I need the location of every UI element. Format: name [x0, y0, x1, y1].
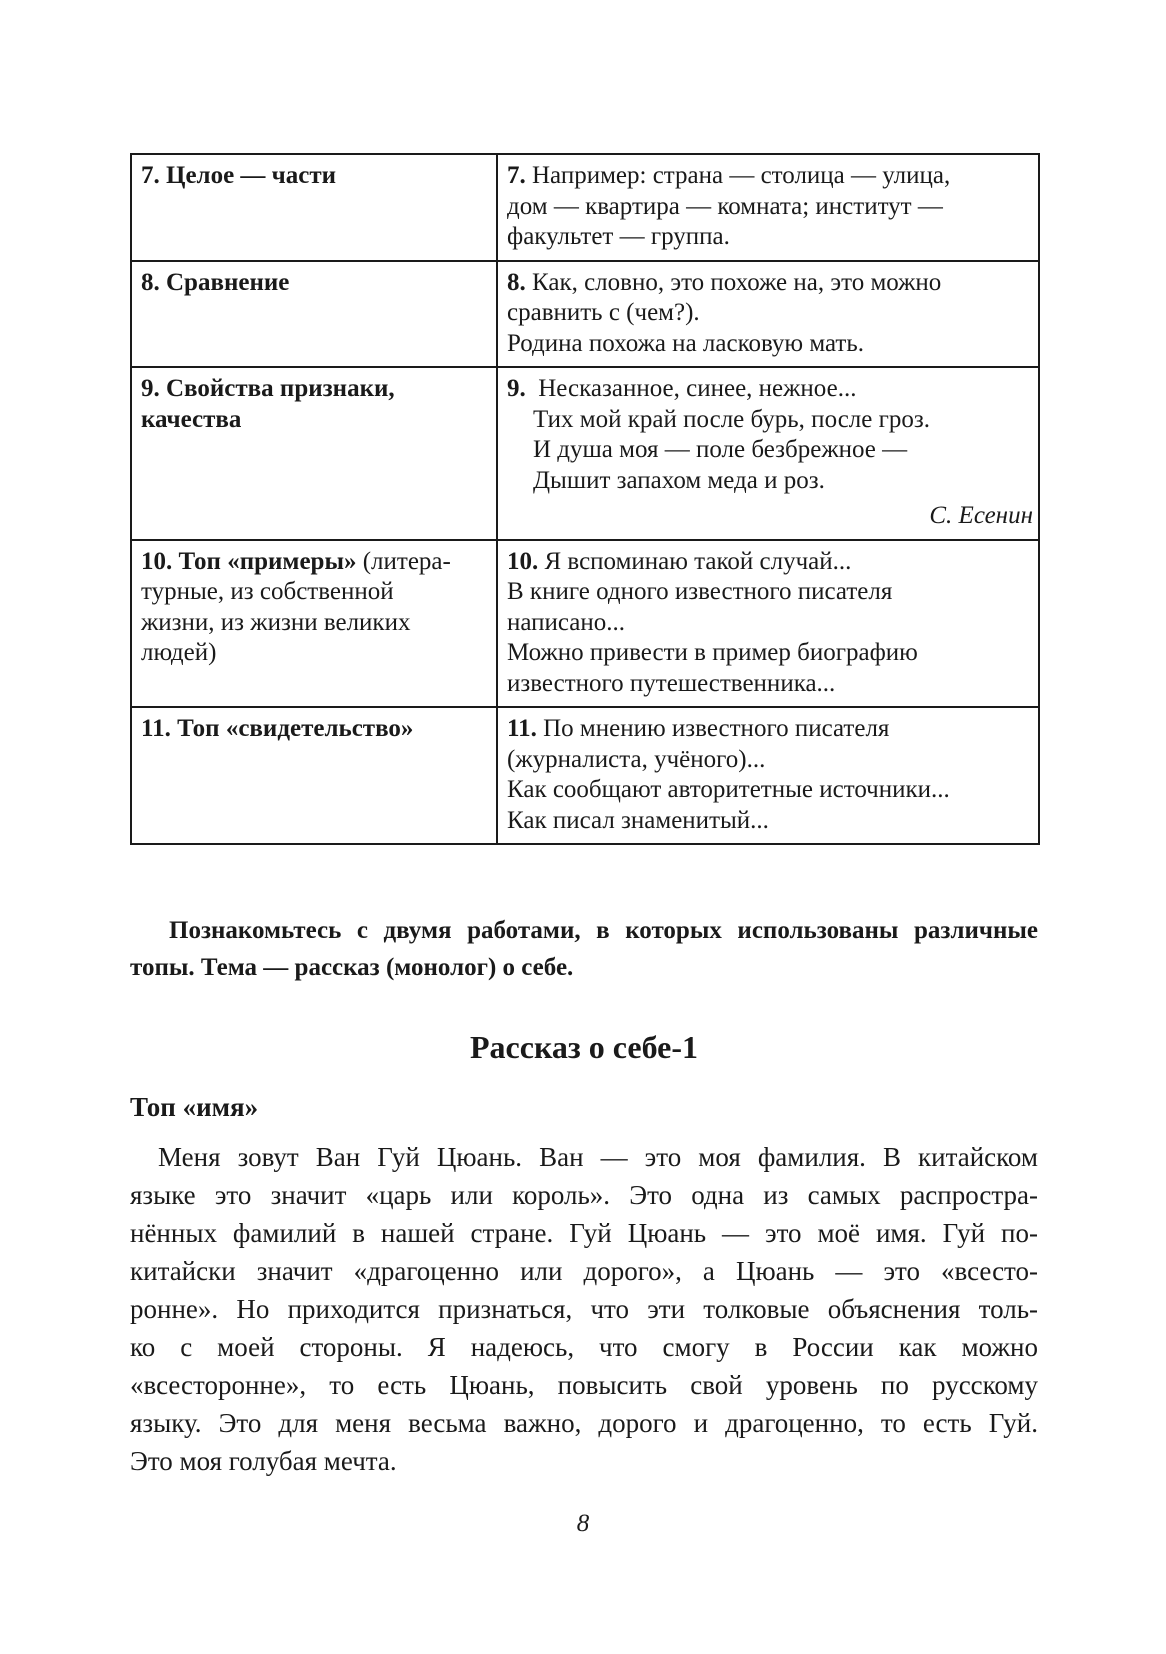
example-line: (журналиста, учёного)...: [507, 745, 766, 773]
section-heading: Рассказ о себе-1: [470, 1029, 698, 1065]
table-row: [131, 261, 1039, 368]
page-number: 8: [576, 1510, 590, 1537]
subheading: Топ «имя»: [130, 1092, 259, 1122]
example-line: В книге одного известного писателя: [507, 578, 893, 605]
table-row: [131, 367, 1039, 540]
example-line: Я вспоминаю такой случай...: [544, 547, 852, 575]
example-line: Например: страна — столица — улица,: [532, 162, 951, 189]
example-line: дом — квартира — комната; институт —: [507, 192, 943, 220]
paragraph-line: ронне». Но приходится признаться, что эти толковые объяснения толь-: [130, 1294, 1038, 1324]
paragraph-line: языку. Это для меня весьма важно, дорого и драгоценно, то есть Гуй.: [130, 1408, 1038, 1438]
example-cell: [497, 261, 1039, 368]
example-cell: [497, 540, 1039, 708]
example-line: Можно привести в пример биографию: [507, 639, 918, 666]
example-cell: [497, 367, 1039, 540]
example-number: 10.: [507, 547, 539, 575]
topic-note: турные, из собственной: [141, 578, 394, 605]
example-line: Как, словно, это похоже на, это можно: [532, 268, 942, 296]
example-line: Как сообщают авторитетные источники...: [507, 776, 950, 803]
topos-table: [130, 153, 1040, 845]
topic-cell: [131, 154, 497, 261]
topic-label: 8. Сравнение: [141, 268, 290, 296]
topic-cell: [131, 367, 497, 540]
topic-cell: [131, 540, 497, 708]
example-number: 7.: [507, 162, 526, 189]
topic-cell: [131, 707, 497, 844]
paragraph-line: китайски значит «драгоценно или дорого», а Цюань — это «всесто-: [130, 1256, 1038, 1286]
topic-note: (литера-: [356, 547, 451, 575]
topic-label: 7. Целое — части: [141, 162, 337, 189]
paragraph-line: языке это значит «царь или король». Это одна из самых распростра-: [130, 1180, 1038, 1210]
topic-cell: [131, 261, 497, 368]
paragraph-line: нённых фамилий в нашей стране. Гуй Цюань — это моё имя. Гуй по-: [130, 1218, 1038, 1248]
example-number: 8.: [507, 268, 526, 296]
example-line: Как писал знаменитый...: [507, 806, 769, 834]
intro-paragraph: Познакомьтесь с двумя работами, в которых использованы различные топы. Тема — рассказ (монолог) о себе.: [130, 917, 1038, 981]
body-paragraph: [130, 1138, 1038, 1480]
example-line: факультет — группа.: [507, 223, 730, 250]
example-cell: [497, 707, 1039, 844]
example-line: известного путешественника...: [507, 669, 836, 697]
topic-label: 10. Топ «примеры»: [141, 547, 357, 575]
poem-author: С. Есенин: [929, 502, 1033, 529]
example-number: 9.: [507, 375, 526, 402]
table-row: [131, 540, 1039, 708]
paragraph-line: ко с моей стороны. Я надеюсь, что смогу в России как можно: [130, 1332, 1038, 1362]
table-row: [131, 154, 1039, 261]
poem-line: Дышит запахом меда и роз.: [533, 466, 825, 494]
table-row: [131, 707, 1039, 844]
example-number: 11.: [507, 715, 537, 742]
topic-label: качества: [141, 405, 242, 433]
topic-label: 11. Топ «свидетельство»: [141, 715, 414, 742]
topic-note: жизни, из жизни великих: [141, 608, 411, 636]
example-cell: [497, 154, 1039, 261]
topic-note: людей): [141, 639, 217, 666]
example-line: сравнить с (чем?).: [507, 299, 700, 326]
poem-line: И душа моя — поле безбрежное —: [533, 436, 908, 463]
example-line: написано...: [507, 608, 626, 636]
poem-line: Тих мой край после бурь, после гроз.: [533, 405, 930, 433]
example-line: Родина похожа на ласковую мать.: [507, 329, 865, 357]
poem-line: Несказанное, синее, нежное...: [538, 375, 857, 402]
example-line: По мнению известного писателя: [543, 715, 890, 742]
paragraph-line: Это моя голубая мечта.: [130, 1446, 397, 1476]
paragraph-line: «всесторонне», то есть Цюань, повысить свой уровень по русскому: [130, 1370, 1038, 1400]
paragraph-line: Меня зовут Ван Гуй Цюань. Ван — это моя фамилия. В китайском: [158, 1142, 1038, 1172]
topic-label: 9. Свойства признаки,: [141, 375, 395, 402]
